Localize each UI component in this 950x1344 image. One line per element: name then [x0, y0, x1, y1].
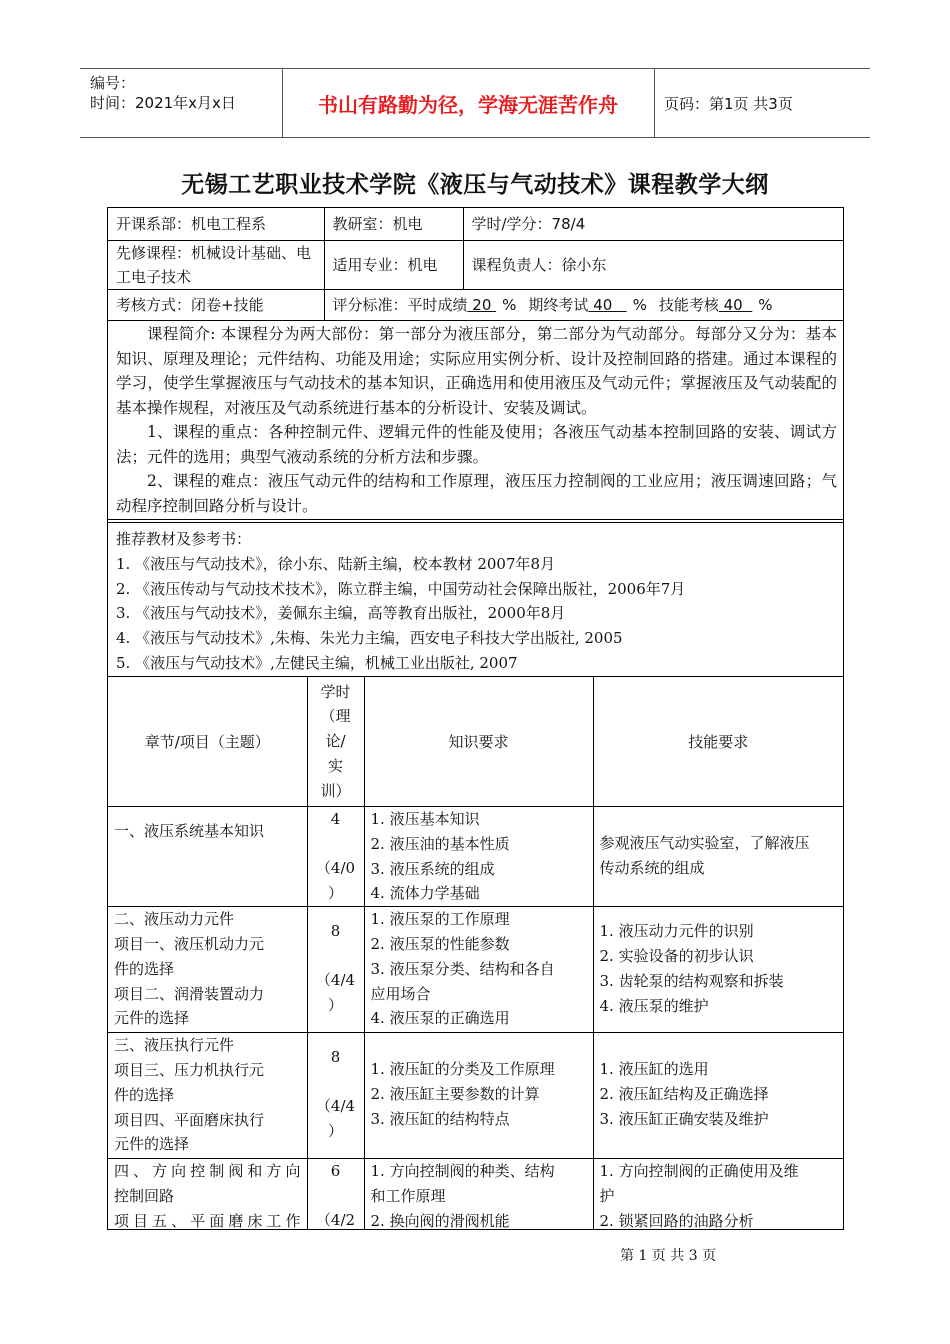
- info-major: 适用专业：机电: [324, 240, 463, 289]
- hours-header-line: 论/: [325, 732, 346, 751]
- intro-difficulties: 2、课程的难点：液压气动元件的结构和工作原理，液压压力控制阀的工业应用；液压调速回路；气动程序控制回路分析与设计。: [116, 472, 837, 515]
- skills-list: [600, 919, 838, 1018]
- list-item: 1. 液压缸的分类及工作原理: [370, 1060, 555, 1079]
- header-number: 编号：: [90, 74, 136, 92]
- hours-split: ）: [327, 1121, 343, 1140]
- list-item: 1. 液压基本知识: [370, 810, 480, 828]
- page-footer: 第 1 页 共 3 页: [620, 1248, 717, 1264]
- skill-line: 传动系统的组成: [599, 858, 705, 877]
- list-item: 1. 方向控制阀的种类、结构: [370, 1162, 555, 1181]
- hours-total: 4: [330, 810, 341, 828]
- col-header-knowledge: 知识要求: [364, 677, 593, 807]
- final-label: 期终考试: [528, 296, 589, 314]
- list-item: 2. 液压缸主要参数的计算: [370, 1084, 540, 1103]
- chapter-line: 件的选择: [114, 959, 175, 978]
- knowledge-cell: [364, 1159, 593, 1230]
- knowledge-cell: [364, 1033, 593, 1159]
- header-time: 时间：2021年x月x日: [90, 94, 236, 112]
- reference-books: [108, 522, 843, 676]
- hours-cell: [307, 1033, 364, 1159]
- table-header-row: [108, 677, 843, 807]
- knowledge-cell: [364, 907, 593, 1033]
- list-item: 4. 液压泵的维护: [599, 996, 709, 1015]
- skills-list: [600, 1057, 838, 1131]
- chapter-line: 件的选择: [114, 1085, 175, 1104]
- info-hours-credits: 学时/学分：78/4: [463, 208, 843, 240]
- knowledge-list: [371, 1159, 587, 1230]
- hours-split: （4/4: [315, 1096, 356, 1115]
- skill-line: 参观液压气动实验室，了解液压: [599, 834, 810, 852]
- chapter-line: 元件的选择: [114, 1135, 190, 1154]
- header-divider: [654, 69, 655, 137]
- chapter-line: 二、液压动力元件: [114, 910, 235, 929]
- info-office: 教研室：机电: [324, 208, 463, 240]
- intro-paragraph: 课程简介: 本课程分为两大部份：第一部分为液压部分，第二部分为气动部分。每部分又分为：基本知识、原理及理论；元件结构、功能及用途；实际应用实例分析、设计及控制回路的搭建。通过本课程的学习，使学生掌握液压与气动技术的基本知识，正确选用和使用液压及气动元件；掌握液压及气动装配的基本操作规程，对液压及气动系统进行基本的分析设计、安装及调试。: [116, 325, 837, 417]
- list-item: 2. 液压缸结构及正确选择: [599, 1084, 769, 1103]
- skill-percent: 40: [718, 296, 753, 314]
- chapter-cell: [108, 1159, 307, 1230]
- knowledge-list: [371, 907, 587, 1031]
- info-leader: 课程负责人：徐小东: [463, 240, 843, 289]
- percent-sign: %: [758, 296, 773, 314]
- chapter-line: 项目三、压力机执行元: [114, 1060, 265, 1079]
- list-item: 2. 锁紧回路的油路分析: [599, 1211, 754, 1230]
- list-item: 2. 实验设备的初步认识: [599, 946, 754, 965]
- table-row: [108, 907, 843, 1033]
- skills-list: [600, 1159, 838, 1230]
- chapter-line: 控制回路: [114, 1186, 175, 1205]
- hours-cell: [307, 907, 364, 1033]
- knowledge-cell: [364, 807, 593, 907]
- info-grading: [324, 289, 843, 320]
- hours-split: （4/0: [315, 858, 356, 877]
- skills-cell: [593, 1033, 843, 1159]
- table-row: [108, 807, 843, 907]
- list-item: 3. 液压缸正确安装及维护: [599, 1109, 769, 1128]
- ref-item: 2. 《液压传动与气动技术技术》，陈立群主编，中国劳动社会保障出版社，2006年7月: [116, 579, 686, 598]
- list-item: 1. 方向控制阀的正确使用及维: [599, 1162, 799, 1181]
- hours-gap: [308, 1184, 364, 1208]
- list-item: 3. 液压泵分类、结构和各自: [370, 959, 555, 978]
- hours-total: 8: [330, 922, 341, 941]
- grading-prefix: 评分标准：平时成绩: [332, 296, 468, 314]
- chapter-line: 一、液压系统基本知识: [114, 822, 265, 840]
- list-item: 1. 液压泵的工作原理: [370, 910, 510, 929]
- page-header: [80, 68, 870, 138]
- hours-split: ）: [327, 995, 343, 1014]
- final-percent: 40: [588, 296, 627, 314]
- hours-total: 8: [330, 1048, 341, 1067]
- hours-cell: [307, 1159, 364, 1230]
- hours-gap: [308, 944, 364, 968]
- chapter-line: 元件的选择: [114, 1009, 190, 1028]
- chapter-cell: [108, 907, 307, 1033]
- skills-cell: [593, 807, 843, 907]
- syllabus-frame: [107, 207, 844, 1230]
- knowledge-list: [371, 1057, 587, 1131]
- col-header-skills: 技能要求: [593, 677, 843, 807]
- hours-split: ）: [327, 883, 343, 902]
- chapter-line: 项目四、平面磨床执行: [114, 1110, 265, 1129]
- list-item: 1. 液压缸的选用: [599, 1060, 709, 1079]
- chapter-table: [108, 676, 843, 1230]
- list-item: 4. 流体力学基础: [370, 884, 480, 903]
- header-motto: 书山有路勤为径，学海无涯苦作舟: [318, 93, 618, 117]
- document-title: 无锡工艺职业技术学院《液压与气动技术》课程教学大纲: [181, 172, 769, 198]
- list-item: 2. 液压油的基本性质: [370, 834, 510, 853]
- chapter-line: 四、方向控制阀和方向: [114, 1162, 301, 1181]
- ref-item: 1. 《液压与气动技术》，徐小东、陆新主编，校本教材 2007年8月: [116, 554, 556, 573]
- hours-cell: [307, 807, 364, 907]
- list-item: 3. 齿轮泵的结构观察和拆装: [599, 971, 784, 990]
- percent-sign: %: [632, 296, 647, 314]
- header-page-number: 页码：第1页 共3页: [664, 95, 793, 113]
- course-introduction: [108, 320, 843, 520]
- skills-cell: [593, 907, 843, 1033]
- skills-cell: [593, 1159, 843, 1230]
- list-item: 2. 换向阀的滑阀机能: [370, 1211, 510, 1230]
- usual-percent: 20: [467, 296, 497, 314]
- hours-total: 6: [330, 1162, 341, 1181]
- col-header-chapter: 章节/项目（主题）: [108, 677, 307, 807]
- chapter-cell: [108, 807, 307, 907]
- intro-key-points: 1、课程的重点：各种控制元件、逻辑元件的性能及使用；各液压气动基本控制回路的安装、调试方法；元件的选用；典型气液动系统的分析方法和步骤。: [116, 423, 837, 466]
- course-info-table: [108, 208, 843, 321]
- hours-header-line: 实: [327, 756, 343, 775]
- hours-gap: [308, 1070, 364, 1094]
- list-item: 4. 液压泵的正确选用: [370, 1009, 510, 1028]
- list-item: 3. 液压系统的组成: [370, 859, 495, 878]
- info-prereq: 先修课程：机械设计基础、电工电子技术: [108, 240, 324, 289]
- table-row: [108, 1159, 843, 1230]
- hours-split: （4/4: [315, 970, 356, 989]
- info-exam: 考核方式：闭卷+技能: [108, 289, 324, 320]
- hours-header-line: 学时: [320, 682, 351, 701]
- hours-gap: [308, 832, 364, 856]
- info-dept: 开课系部：机电工程系: [108, 208, 324, 240]
- list-item: 1. 液压动力元件的识别: [599, 922, 754, 941]
- knowledge-list: [371, 807, 587, 906]
- table-row: [108, 1033, 843, 1159]
- skill-label: 技能考核: [658, 296, 719, 314]
- hours-header-line: （理: [320, 707, 351, 726]
- hours-split: （4/2: [315, 1210, 356, 1229]
- list-item: 护: [599, 1186, 615, 1205]
- list-item: 和工作原理: [370, 1186, 446, 1205]
- chapter-line: 项目二、润滑装置动力: [114, 984, 265, 1003]
- ref-item: 3. 《液压与气动技术》，姜佩东主编，高等教育出版社，2000年8月: [116, 604, 566, 623]
- ref-item: 4. 《液压与气动技术》,朱梅、朱光力主编，西安电子科技大学出版社, 2005: [116, 629, 623, 648]
- refs-heading: 推荐教材及参考书：: [116, 530, 252, 548]
- list-item: 2. 液压泵的性能参数: [370, 934, 510, 953]
- col-header-hours: [307, 677, 364, 807]
- chapter-line: 三、液压执行元件: [114, 1036, 235, 1055]
- chapter-line: 项目五、平面磨床工作: [114, 1211, 301, 1230]
- ref-item: 5. 《液压与气动技术》,左健民主编，机械工业出版社, 2007: [116, 653, 518, 672]
- chapter-line: 项目一、液压机动力元: [114, 934, 265, 953]
- list-item: 应用场合: [370, 984, 431, 1003]
- list-item: 3. 液压缸的结构特点: [370, 1109, 510, 1128]
- percent-sign: %: [502, 296, 517, 314]
- header-meta: [90, 73, 236, 113]
- chapter-cell: [108, 1033, 307, 1159]
- hours-header-line: 训）: [320, 781, 351, 800]
